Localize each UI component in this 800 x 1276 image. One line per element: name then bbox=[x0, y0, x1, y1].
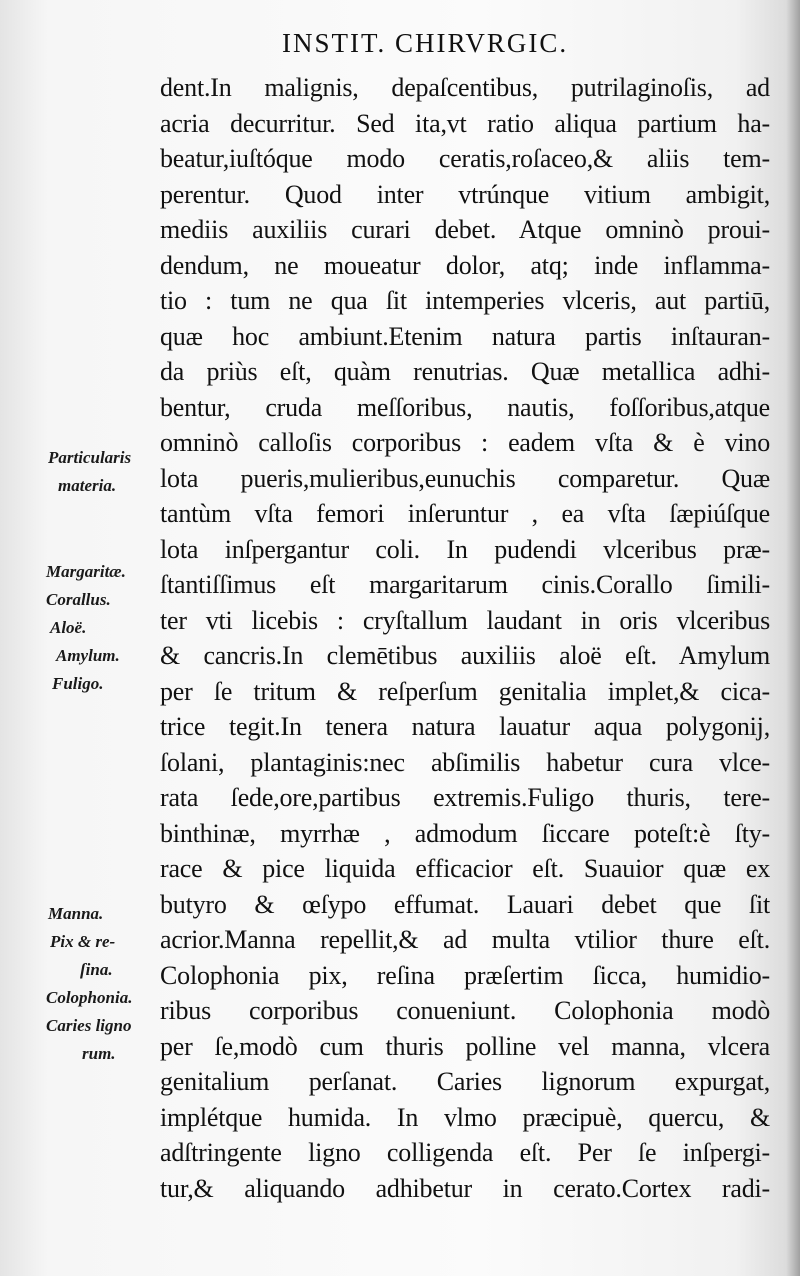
text-line: genitalium perſanat. Caries lignorum expurgat, bbox=[160, 1067, 770, 1096]
margin-note: Particularis bbox=[48, 448, 132, 467]
text-line: per ſe,modò cum thuris polline vel manna, vlcera bbox=[160, 1031, 770, 1061]
margin-note: Aloë. bbox=[50, 618, 87, 637]
text-line: perentur. Quod inter vtrúnque vitium ambigit, bbox=[160, 179, 770, 209]
text-line: per ſe tritum & reſperſum genitalia implet,& cica- bbox=[160, 676, 770, 706]
text-line: trice tegit.In tenera natura lauatur aqua polygonij, bbox=[160, 712, 770, 741]
text-line: ſtantiſſimus eſt margaritarum cinis.Corallo ſimili- bbox=[160, 570, 770, 599]
text-line: omninò calloſis corporibus : eadem vſta & è vino bbox=[160, 428, 770, 457]
text-line: mediis auxiliis curari debet. Atque omninò proui- bbox=[160, 215, 770, 244]
page-edge-shadow bbox=[786, 0, 800, 1276]
running-head: INSTIT. CHIRVRGIC. bbox=[282, 28, 569, 58]
text-line: lota pueris,mulieribus,eunuchis comparetur. Quæ bbox=[160, 463, 770, 493]
text-line: tio : tum ne qua ſit intemperies vlceris, aut partiū, bbox=[160, 286, 770, 315]
margin-note: materia. bbox=[58, 476, 117, 495]
text-line: race & pice liquida efficacior eſt. Suauior quæ ex bbox=[160, 854, 770, 883]
text-line: ter vti licebis : cryſtallum laudant in oris vlceribus bbox=[160, 605, 770, 635]
text-line: dendum, ne moueatur dolor, atq; inde inflamma- bbox=[160, 250, 770, 280]
text-line: tur,& aliquando adhibetur in cerato.Cortex radi- bbox=[160, 1173, 770, 1203]
margin-note: Amylum. bbox=[56, 646, 120, 665]
margin-note: Pix & re- bbox=[50, 932, 116, 951]
margin-note: Colophonia. bbox=[46, 988, 133, 1007]
text-line: lota inſpergantur coli. In pudendi vlceribus præ- bbox=[160, 534, 770, 564]
margin-note: Margaritæ. bbox=[46, 562, 126, 581]
margin-note: Caries ligno bbox=[46, 1016, 132, 1035]
text-line: acrior.Manna repellit,& ad multa vtilior thure eſt. bbox=[160, 925, 770, 954]
margin-note: ſina. bbox=[80, 960, 113, 979]
text-line: & cancris.In clemētibus auxiliis aloë eſt. Amylum bbox=[160, 641, 770, 670]
text-line: ribus corporibus conueniunt. Colophonia modò bbox=[160, 996, 770, 1025]
margin-note: rum. bbox=[82, 1044, 116, 1063]
text-line: acria decurritur. Sed ita,vt ratio aliqua partium ha- bbox=[160, 108, 770, 138]
text-line: da priùs eſt, quàm renutrias. Quæ metallica adhi- bbox=[160, 357, 770, 386]
body-text bbox=[160, 70, 770, 1206]
text-line: butyro & œſypo effumat. Lauari debet que ſit bbox=[160, 889, 770, 919]
text-line: ſolani, plantaginis:nec abſimilis habetur cura vlce- bbox=[160, 747, 770, 777]
text-line: adſtringente ligno colligenda eſt. Per ſe inſpergi- bbox=[160, 1138, 770, 1167]
text-line: beatur,iuſtóque modo ceratis,roſaceo,& aliis tem- bbox=[160, 144, 770, 173]
text-line: implétque humida. In vlmo præcipuè, quercu, & bbox=[160, 1102, 770, 1132]
margin-note: Fuligo. bbox=[52, 674, 104, 693]
text-line: bentur, cruda meſſoribus, nautis, foſſoribus,atque bbox=[160, 392, 770, 422]
text-line: rata ſede,ore,partibus extremis.Fuligo thuris, tere- bbox=[160, 783, 770, 812]
text-line: tantùm vſta femori inſeruntur , ea vſta ſæpiúſque bbox=[160, 499, 770, 528]
margin-note: Corallus. bbox=[46, 590, 111, 609]
text-line: dent.In malignis, depaſcentibus, putrilaginoſis, ad bbox=[160, 73, 770, 102]
text-line: binthinæ, myrrhæ , admodum ſiccare poteſt:è ſty- bbox=[160, 818, 770, 848]
margin-note: Manna. bbox=[48, 904, 104, 923]
text-line: Colophonia pix, reſina præſertim ſicca, humidio- bbox=[160, 960, 770, 990]
text-line: quæ hoc ambiunt.Etenim natura partis inſtauran- bbox=[160, 321, 770, 351]
